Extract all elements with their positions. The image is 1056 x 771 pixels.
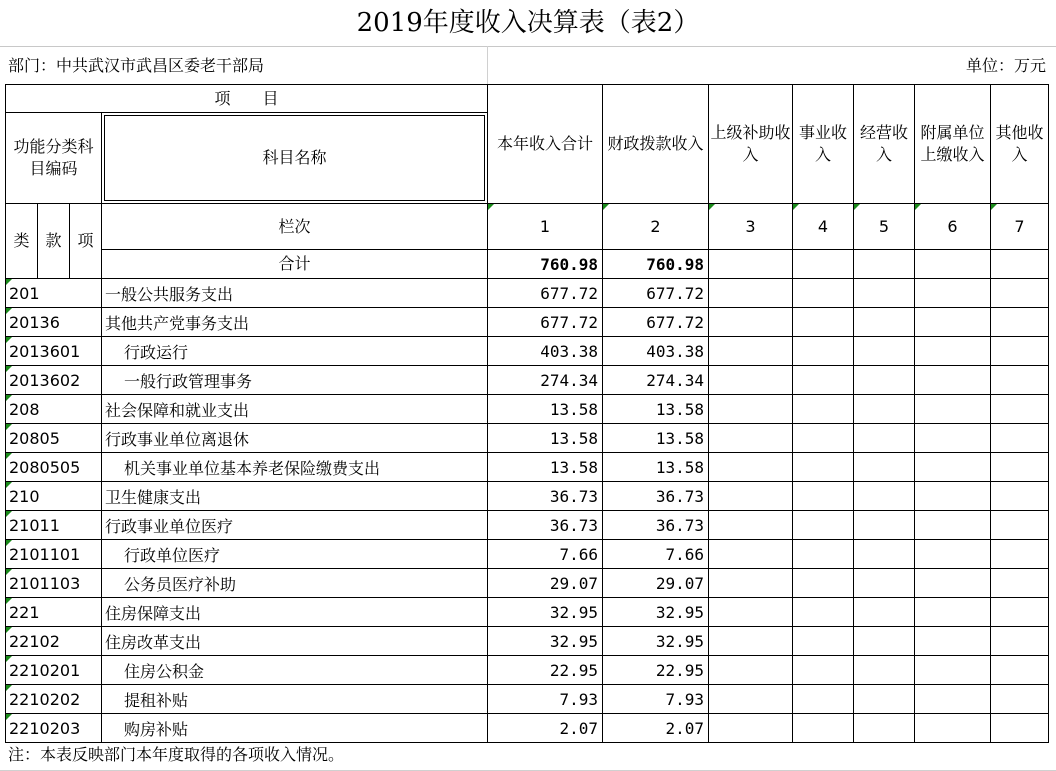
column-number-4: 4 [793, 204, 854, 250]
table-row [6, 337, 1049, 366]
empty-cell-col-4[interactable] [793, 482, 854, 511]
empty-cell-col-5[interactable] [854, 453, 915, 482]
empty-cell-col-6[interactable] [915, 627, 991, 656]
table-row [6, 395, 1049, 424]
header-col-6: 附属单位上缴收入 [915, 85, 991, 204]
table-row [6, 453, 1049, 482]
header-lei: 类 [6, 204, 38, 279]
income-total-cell[interactable]: 677.72 [488, 279, 603, 308]
total-label: 合计 [102, 250, 488, 279]
income-total-cell[interactable]: 32.95 [488, 598, 603, 627]
fiscal-allocation-cell[interactable]: 29.07 [603, 569, 709, 598]
empty-cell-col-7[interactable] [991, 511, 1049, 540]
empty-cell-col-7[interactable] [991, 337, 1049, 366]
empty-cell-col-7[interactable] [991, 540, 1049, 569]
subject-name-cell[interactable]: 其他共产党事务支出 [102, 308, 488, 337]
empty-cell-col-7[interactable] [991, 424, 1049, 453]
subject-name-cell[interactable]: 住房公积金 [102, 656, 488, 685]
empty-cell-col-4[interactable] [793, 714, 854, 743]
function-code-cell[interactable]: 2210203 [6, 714, 102, 743]
function-code-cell[interactable]: 2101103 [6, 569, 102, 598]
empty-cell-col-6[interactable] [915, 540, 991, 569]
empty-cell-col-7[interactable] [991, 366, 1049, 395]
total-cell-5[interactable] [854, 250, 915, 279]
empty-cell-col-5[interactable] [854, 627, 915, 656]
unit-label: 单位：万元 [965, 56, 1046, 75]
header-func-code: 功能分类科目编码 [6, 113, 102, 204]
column-number-6: 6 [915, 204, 991, 250]
empty-cell-col-3[interactable] [709, 395, 793, 424]
table-row [6, 279, 1049, 308]
subject-name-cell[interactable]: 行政单位医疗 [102, 540, 488, 569]
empty-cell-col-5[interactable] [854, 598, 915, 627]
header-subject-name: 科目名称 [104, 115, 485, 201]
subject-name-cell[interactable]: 行政事业单位离退休 [102, 424, 488, 453]
header-col-1: 本年收入合计 [488, 85, 603, 204]
empty-cell-col-7[interactable] [991, 453, 1049, 482]
income-total-cell[interactable]: 403.38 [488, 337, 603, 366]
header-column-index: 栏次 [102, 204, 488, 250]
fiscal-allocation-cell[interactable]: 274.34 [603, 366, 709, 395]
empty-cell-col-6[interactable] [915, 511, 991, 540]
empty-cell-col-5[interactable] [854, 482, 915, 511]
empty-cell-col-3[interactable] [709, 424, 793, 453]
fiscal-allocation-cell[interactable]: 13.58 [603, 424, 709, 453]
total-income[interactable]: 760.98 [488, 250, 603, 279]
income-total-cell[interactable]: 274.34 [488, 366, 603, 395]
empty-cell-col-7[interactable] [991, 482, 1049, 511]
empty-cell-col-6[interactable] [915, 308, 991, 337]
fiscal-allocation-cell[interactable]: 36.73 [603, 511, 709, 540]
subject-name-cell[interactable]: 一般行政管理事务 [102, 366, 488, 395]
empty-cell-col-4[interactable] [793, 453, 854, 482]
department-label: 部门：中共武汉市武昌区委老干部局 [8, 56, 265, 75]
empty-cell-col-6[interactable] [915, 395, 991, 424]
income-total-cell[interactable]: 13.58 [488, 395, 603, 424]
fiscal-allocation-cell[interactable]: 7.93 [603, 685, 709, 714]
empty-cell-col-5[interactable] [854, 540, 915, 569]
header-item: 项 目 [6, 85, 488, 113]
function-code-cell[interactable]: 2101101 [6, 540, 102, 569]
page-title: 2019年度收入决算表（表2） [0, 0, 1056, 47]
empty-cell-col-3[interactable] [709, 308, 793, 337]
empty-cell-col-7[interactable] [991, 308, 1049, 337]
function-code-cell[interactable]: 2080505 [6, 453, 102, 482]
header-col-5: 经营收入 [854, 85, 915, 204]
table-row [6, 482, 1049, 511]
empty-cell-col-3[interactable] [709, 453, 793, 482]
column-number-5: 5 [854, 204, 915, 250]
empty-cell-col-4[interactable] [793, 366, 854, 395]
empty-cell-col-6[interactable] [915, 453, 991, 482]
fiscal-allocation-cell[interactable]: 13.58 [603, 453, 709, 482]
subject-name-cell[interactable]: 机关事业单位基本养老保险缴费支出 [102, 453, 488, 482]
empty-cell-col-5[interactable] [854, 366, 915, 395]
empty-cell-col-7[interactable] [991, 279, 1049, 308]
table-row [6, 569, 1049, 598]
empty-cell-col-5[interactable] [854, 279, 915, 308]
empty-cell-col-4[interactable] [793, 656, 854, 685]
empty-cell-col-7[interactable] [991, 714, 1049, 743]
fiscal-allocation-cell[interactable]: 677.72 [603, 279, 709, 308]
empty-cell-col-6[interactable] [915, 685, 991, 714]
empty-cell-col-4[interactable] [793, 511, 854, 540]
header-col-3: 上级补助收入 [709, 85, 793, 204]
table-row [6, 685, 1049, 714]
function-code-cell[interactable]: 22102 [6, 627, 102, 656]
total-cell-6[interactable] [915, 250, 991, 279]
table-row [6, 308, 1049, 337]
fiscal-allocation-cell[interactable]: 32.95 [603, 598, 709, 627]
empty-cell-col-6[interactable] [915, 569, 991, 598]
empty-cell-col-3[interactable] [709, 714, 793, 743]
total-fiscal[interactable]: 760.98 [603, 250, 709, 279]
function-code-cell[interactable]: 20136 [6, 308, 102, 337]
empty-cell-col-4[interactable] [793, 598, 854, 627]
empty-cell-col-4[interactable] [793, 569, 854, 598]
income-total-cell[interactable]: 36.73 [488, 482, 603, 511]
header-col-2: 财政拨款收入 [603, 85, 709, 204]
subject-name-cell[interactable]: 卫生健康支出 [102, 482, 488, 511]
subject-name-cell[interactable]: 公务员医疗补助 [102, 569, 488, 598]
function-code-cell[interactable]: 2013601 [6, 337, 102, 366]
income-total-cell[interactable]: 13.58 [488, 453, 603, 482]
empty-cell-col-3[interactable] [709, 656, 793, 685]
empty-cell-col-5[interactable] [854, 685, 915, 714]
subject-name-cell[interactable]: 行政运行 [102, 337, 488, 366]
header-subject-name-cell [102, 113, 488, 204]
income-total-cell[interactable]: 7.93 [488, 685, 603, 714]
empty-cell-col-3[interactable] [709, 598, 793, 627]
fiscal-allocation-cell[interactable]: 7.66 [603, 540, 709, 569]
total-cell-3[interactable] [709, 250, 793, 279]
fiscal-allocation-cell[interactable]: 403.38 [603, 337, 709, 366]
empty-cell-col-3[interactable] [709, 279, 793, 308]
function-code-cell[interactable]: 2210201 [6, 656, 102, 685]
empty-cell-col-6[interactable] [915, 424, 991, 453]
subject-name-cell[interactable]: 社会保障和就业支出 [102, 395, 488, 424]
function-code-cell[interactable]: 20805 [6, 424, 102, 453]
table-row [6, 511, 1049, 540]
function-code-cell[interactable]: 2013602 [6, 366, 102, 395]
empty-cell-col-5[interactable] [854, 714, 915, 743]
empty-cell-col-3[interactable] [709, 337, 793, 366]
empty-cell-col-6[interactable] [915, 337, 991, 366]
empty-cell-col-3[interactable] [709, 685, 793, 714]
table-row [6, 540, 1049, 569]
column-number-7: 7 [991, 204, 1049, 250]
subject-name-cell[interactable]: 住房改革支出 [102, 627, 488, 656]
divider [487, 46, 488, 84]
empty-cell-col-4[interactable] [793, 337, 854, 366]
function-code-cell[interactable]: 210 [6, 482, 102, 511]
header-col-4: 事业收入 [793, 85, 854, 204]
empty-cell-col-7[interactable] [991, 627, 1049, 656]
empty-cell-col-5[interactable] [854, 656, 915, 685]
empty-cell-col-6[interactable] [915, 366, 991, 395]
empty-cell-col-4[interactable] [793, 627, 854, 656]
fiscal-allocation-cell[interactable]: 32.95 [603, 627, 709, 656]
fiscal-allocation-cell[interactable]: 2.07 [603, 714, 709, 743]
empty-cell-col-4[interactable] [793, 279, 854, 308]
subject-name-cell[interactable]: 一般公共服务支出 [102, 279, 488, 308]
empty-cell-col-6[interactable] [915, 598, 991, 627]
total-cell-4[interactable] [793, 250, 854, 279]
income-total-cell[interactable]: 32.95 [488, 627, 603, 656]
empty-cell-col-7[interactable] [991, 598, 1049, 627]
empty-cell-col-7[interactable] [991, 656, 1049, 685]
income-total-cell[interactable]: 13.58 [488, 424, 603, 453]
table-row [6, 656, 1049, 685]
empty-cell-col-3[interactable] [709, 366, 793, 395]
empty-cell-col-3[interactable] [709, 511, 793, 540]
empty-cell-col-5[interactable] [854, 395, 915, 424]
subject-name-cell[interactable]: 购房补贴 [102, 714, 488, 743]
empty-cell-col-5[interactable] [854, 511, 915, 540]
income-total-cell[interactable]: 29.07 [488, 569, 603, 598]
empty-cell-col-3[interactable] [709, 627, 793, 656]
empty-cell-col-5[interactable] [854, 569, 915, 598]
empty-cell-col-7[interactable] [991, 685, 1049, 714]
function-code-cell[interactable]: 21011 [6, 511, 102, 540]
fiscal-allocation-cell[interactable]: 22.95 [603, 656, 709, 685]
income-total-cell[interactable]: 677.72 [488, 308, 603, 337]
empty-cell-col-4[interactable] [793, 395, 854, 424]
fiscal-allocation-cell[interactable]: 677.72 [603, 308, 709, 337]
total-cell-7[interactable] [991, 250, 1049, 279]
empty-cell-col-5[interactable] [854, 424, 915, 453]
empty-cell-col-6[interactable] [915, 279, 991, 308]
empty-cell-col-4[interactable] [793, 308, 854, 337]
income-total-cell[interactable]: 7.66 [488, 540, 603, 569]
subject-name-cell[interactable]: 提租补贴 [102, 685, 488, 714]
empty-cell-col-4[interactable] [793, 540, 854, 569]
table-row [6, 714, 1049, 743]
empty-cell-col-3[interactable] [709, 540, 793, 569]
empty-cell-col-4[interactable] [793, 424, 854, 453]
income-total-cell[interactable]: 22.95 [488, 656, 603, 685]
empty-cell-col-3[interactable] [709, 482, 793, 511]
column-number-2: 2 [603, 204, 709, 250]
empty-cell-col-7[interactable] [991, 569, 1049, 598]
empty-cell-col-7[interactable] [991, 395, 1049, 424]
function-code-cell[interactable]: 201 [6, 279, 102, 308]
function-code-cell[interactable]: 2210202 [6, 685, 102, 714]
subject-name-cell[interactable]: 行政事业单位医疗 [102, 511, 488, 540]
header-xiang: 项 [70, 204, 102, 279]
subject-name-cell[interactable]: 住房保障支出 [102, 598, 488, 627]
function-code-cell[interactable]: 208 [6, 395, 102, 424]
empty-cell-col-6[interactable] [915, 482, 991, 511]
empty-cell-col-5[interactable] [854, 308, 915, 337]
income-table [5, 84, 1049, 743]
function-code-cell[interactable]: 221 [6, 598, 102, 627]
empty-cell-col-5[interactable] [854, 337, 915, 366]
income-total-cell[interactable]: 2.07 [488, 714, 603, 743]
header-kuan: 款 [38, 204, 70, 279]
footnote: 注：本表反映部门本年度取得的各项收入情况。 [8, 745, 345, 764]
table-row [6, 366, 1049, 395]
empty-cell-col-6[interactable] [915, 656, 991, 685]
empty-cell-col-4[interactable] [793, 685, 854, 714]
empty-cell-col-6[interactable] [915, 714, 991, 743]
table-row [6, 598, 1049, 627]
column-number-1: 1 [488, 204, 603, 250]
fiscal-allocation-cell[interactable]: 13.58 [603, 395, 709, 424]
income-total-cell[interactable]: 36.73 [488, 511, 603, 540]
empty-cell-col-3[interactable] [709, 569, 793, 598]
header-col-7: 其他收入 [991, 85, 1049, 204]
column-number-3: 3 [709, 204, 793, 250]
table-row [6, 627, 1049, 656]
fiscal-allocation-cell[interactable]: 36.73 [603, 482, 709, 511]
table-row [6, 424, 1049, 453]
